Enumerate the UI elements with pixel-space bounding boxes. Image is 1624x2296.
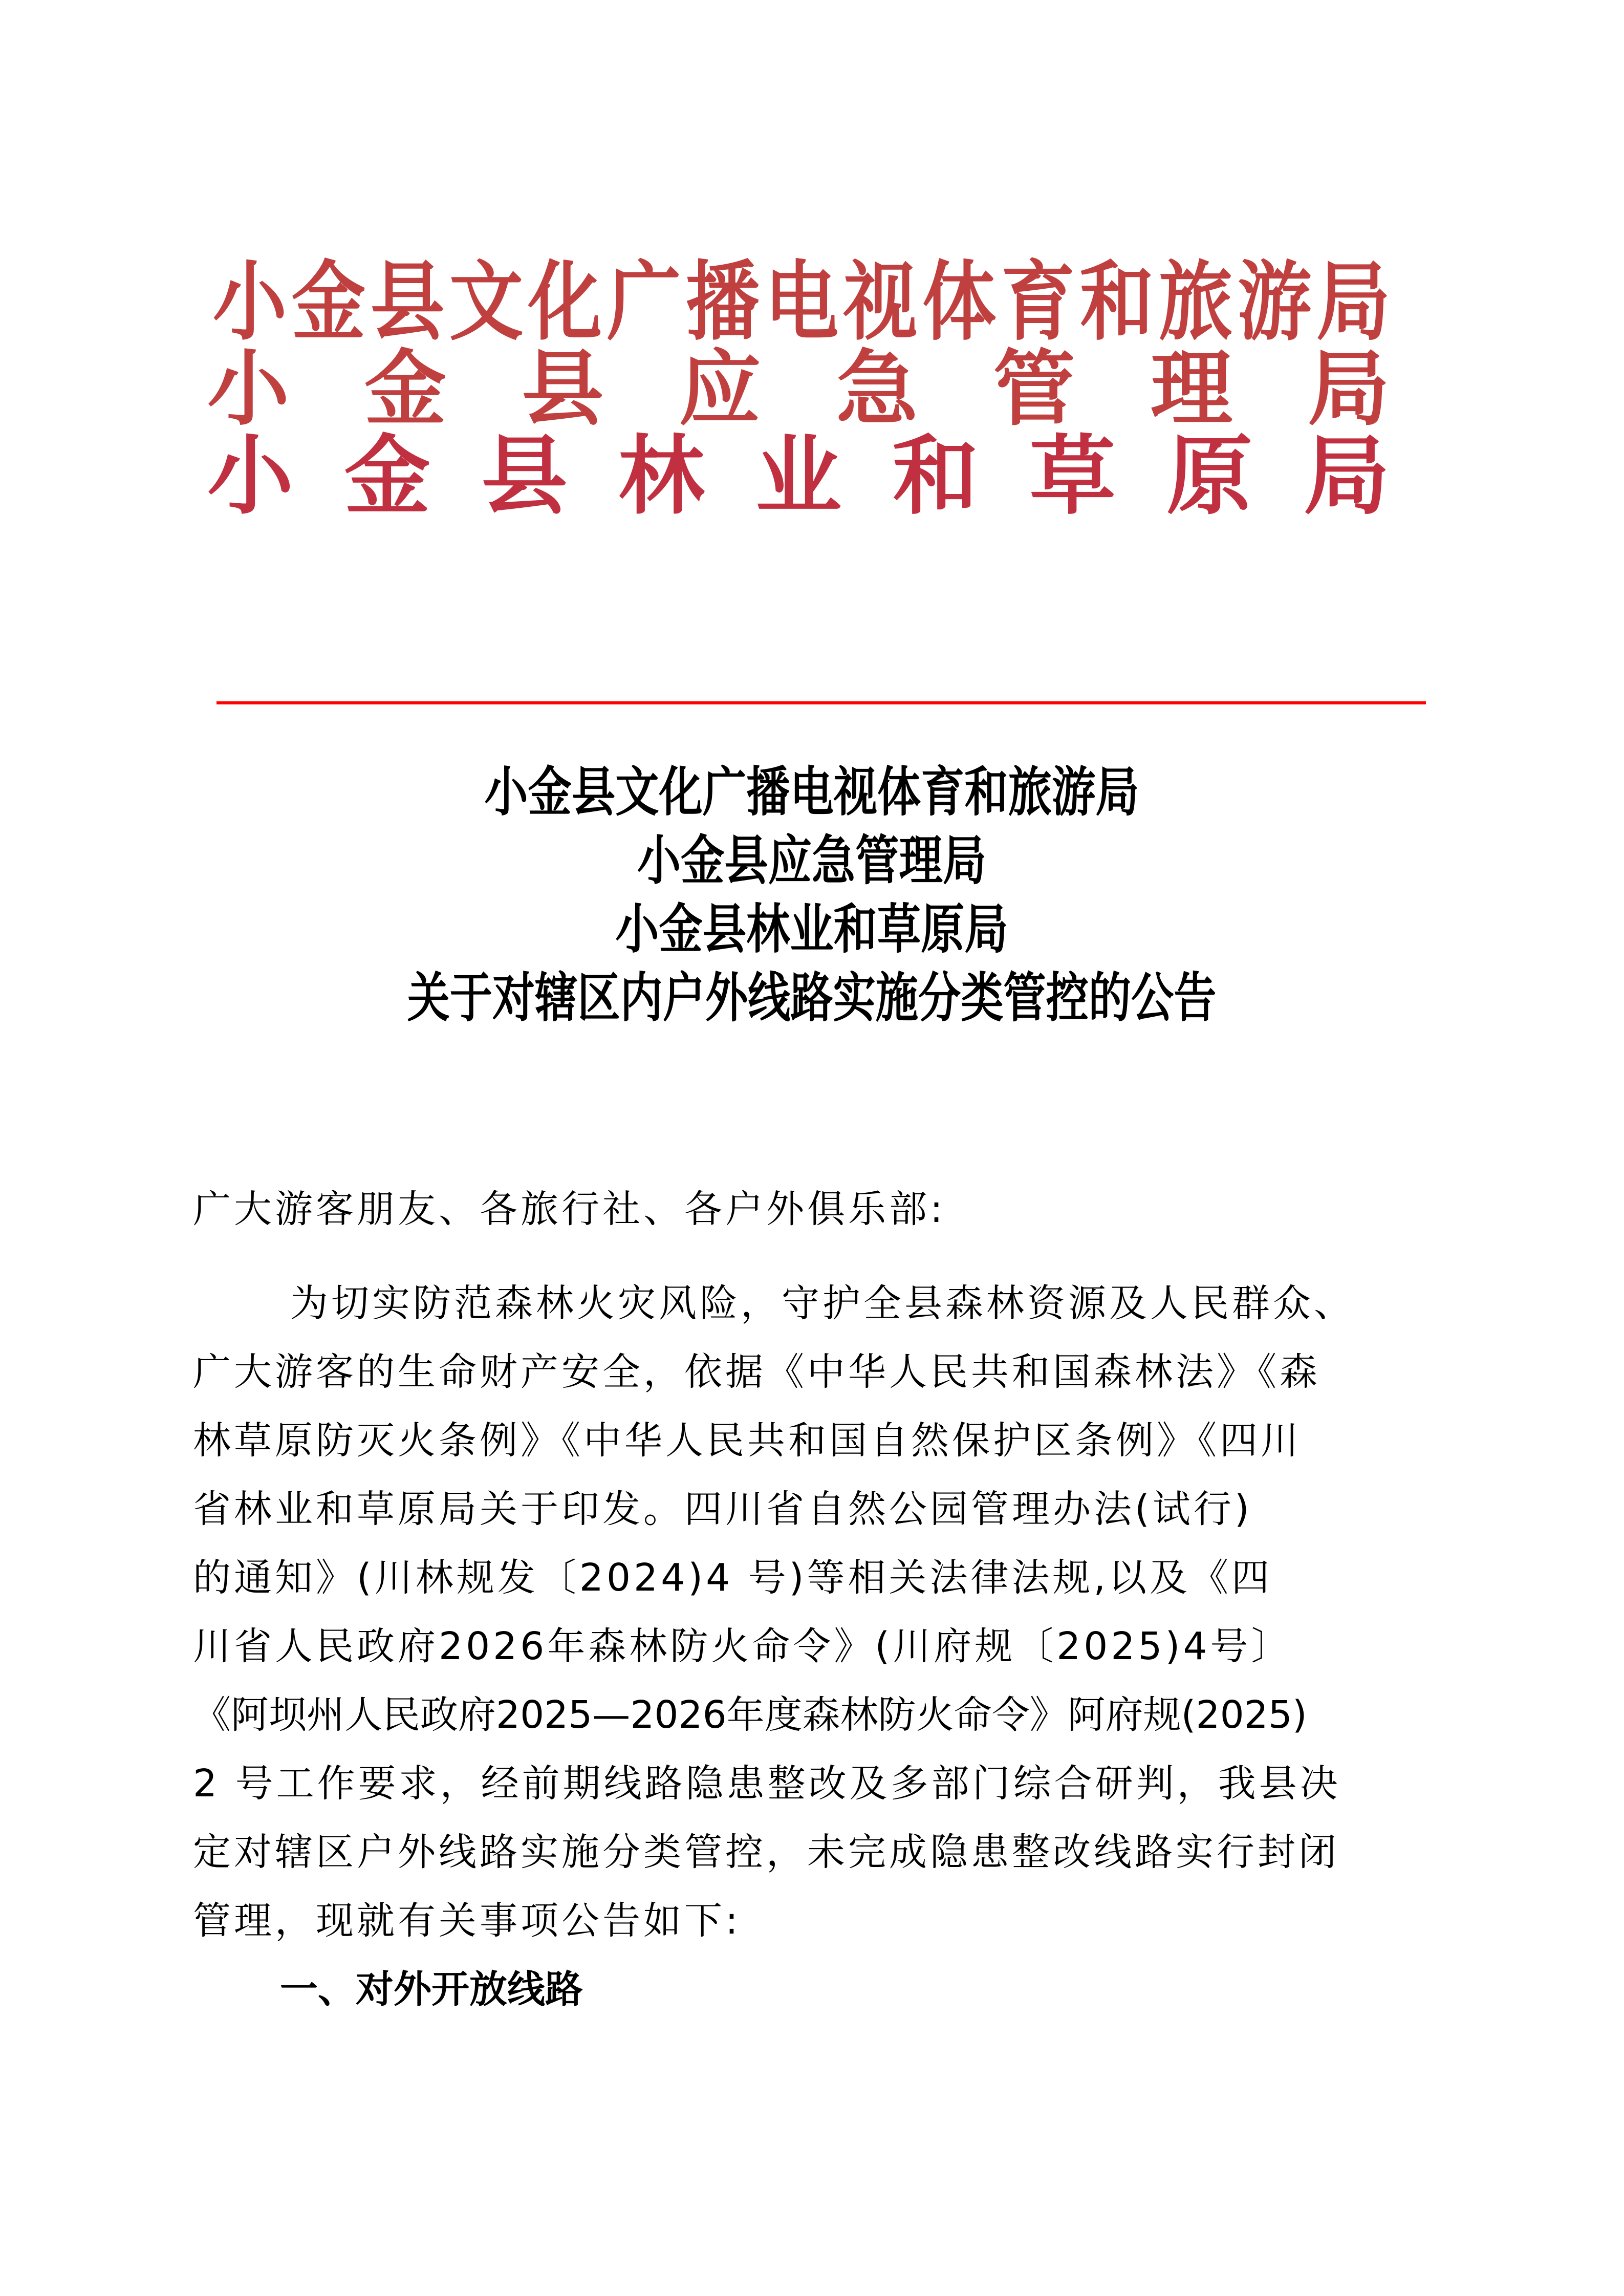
letterhead-char: 林 xyxy=(618,426,705,526)
document-body xyxy=(193,1175,1421,2024)
paragraph-line: 的通知》(川林规发〔2024)4 号)等相关法律法规,以及《四 xyxy=(193,1556,1273,1600)
section-heading-open-routes: 一、对外开放线路 xyxy=(280,1967,583,2011)
letterhead-char: 金 xyxy=(291,252,363,352)
letterhead-char: 金 xyxy=(364,341,447,437)
letterhead-char: 电 xyxy=(764,252,836,352)
letterhead-char: 播 xyxy=(685,252,757,352)
letterhead-char: 育 xyxy=(1001,252,1073,352)
letterhead-char: 急 xyxy=(836,341,918,437)
letterhead-char: 体 xyxy=(922,252,994,352)
letterhead-line-culture-tourism-bureau xyxy=(207,252,1390,352)
title-issuer-2: 小金县应急管理局 xyxy=(637,829,987,892)
letterhead-char: 和 xyxy=(892,426,979,526)
letterhead-line-forestry-grassland-bureau xyxy=(207,426,1390,526)
letterhead-char: 局 xyxy=(1307,341,1390,437)
paragraph-line: 林草原防灭火条例》《中华人民共和国自然保护区条例》《四川 xyxy=(193,1419,1302,1463)
letterhead-char: 小 xyxy=(207,341,290,437)
letterhead-char: 县 xyxy=(370,252,442,352)
letterhead-char: 业 xyxy=(755,426,841,526)
paragraph-line: 《阿坝州人民政府2025—2026年度森林防火命令》阿府规(2025) xyxy=(193,1693,1307,1737)
letterhead-char: 文 xyxy=(449,252,521,352)
paragraph-line: 川省人民政府2026年森林防火命令》(川府规〔2025)4号〕 xyxy=(193,1624,1292,1668)
salutation: 广大游客朋友、各旅行社、各户外俱乐部: xyxy=(193,1187,946,1231)
letterhead-char: 小 xyxy=(212,252,285,352)
letterhead-char: 旅 xyxy=(1158,252,1230,352)
letterhead-char: 游 xyxy=(1237,252,1309,352)
letterhead-line-emergency-bureau xyxy=(207,341,1390,437)
paragraph-line: 管理，现就有关事项公告如下: xyxy=(193,1899,741,1943)
document-title-block xyxy=(0,758,1624,1032)
letterhead-char: 应 xyxy=(679,341,761,437)
letterhead-char: 视 xyxy=(843,252,915,352)
paragraph-line: 为切实防范森林火灾风险，守护全县森林资源及人民群众、 xyxy=(290,1281,1355,1325)
paragraph-line: 2 号工作要求，经前期线路隐患整改及多部门综合研判，我县决 xyxy=(193,1762,1341,1806)
title-issuer-3: 小金县林业和草原局 xyxy=(615,898,1009,960)
paragraph-line: 定对辖区户外线路实施分类管控，未完成隐患整改线路实行封闭 xyxy=(193,1830,1339,1874)
red-divider-line xyxy=(216,701,1426,704)
letterhead-char: 小 xyxy=(207,426,293,526)
letterhead-char: 原 xyxy=(1166,426,1253,526)
letterhead-char: 理 xyxy=(1150,341,1232,437)
letterhead-char: 广 xyxy=(607,252,679,352)
title-subject: 关于对辖区内户外线路实施分类管控的公告 xyxy=(407,967,1217,1029)
paragraph-line: 省林业和草原局关于印发。四川省自然公园管理办法(试行) xyxy=(193,1487,1252,1531)
letterhead-char: 局 xyxy=(1304,426,1390,526)
letterhead-char: 局 xyxy=(1316,252,1388,352)
letterhead-char: 草 xyxy=(1029,426,1116,526)
title-issuer-1: 小金县文化广播电视体育和旅游局 xyxy=(484,761,1140,823)
main-paragraph xyxy=(193,1269,1421,1955)
letterhead-char: 金 xyxy=(344,426,430,526)
letterhead-char: 县 xyxy=(522,341,604,437)
paragraph-line: 广大游客的生命财产安全，依据《中华人民共和国森林法》《森 xyxy=(193,1350,1320,1394)
letterhead-char: 和 xyxy=(1079,252,1152,352)
letterhead-char: 县 xyxy=(481,426,568,526)
letterhead-char: 管 xyxy=(993,341,1075,437)
letterhead-char: 化 xyxy=(528,252,600,352)
